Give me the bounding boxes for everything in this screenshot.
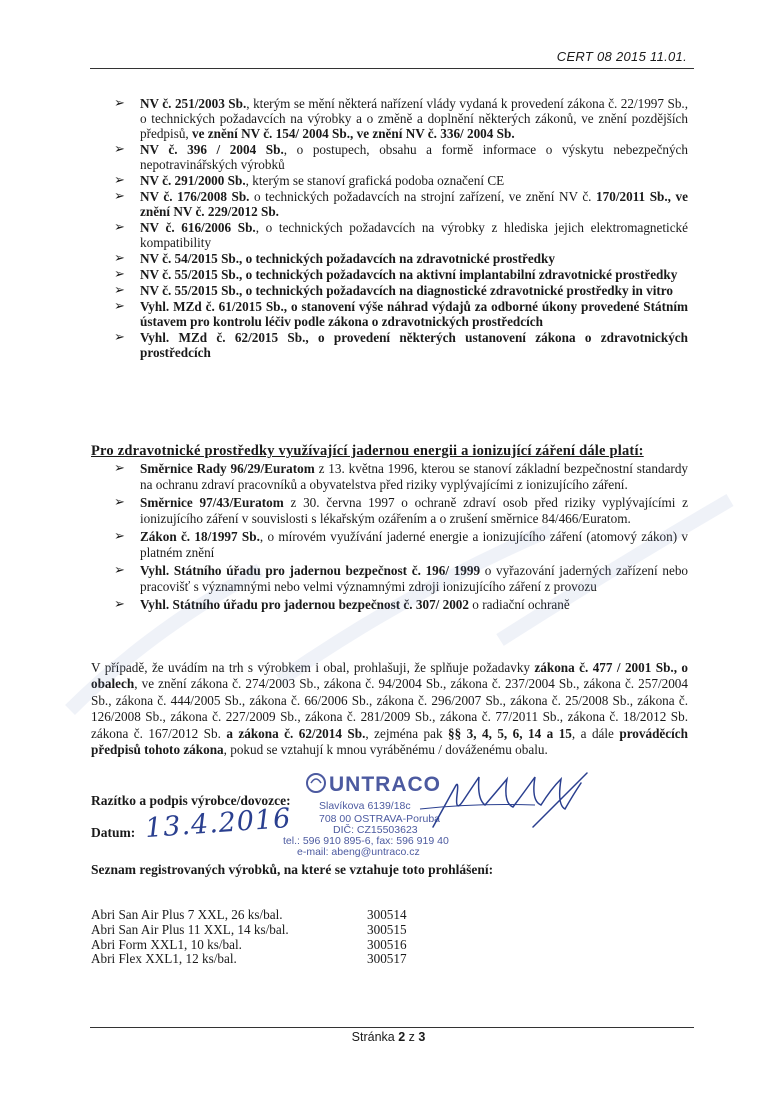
declaration-segment: , ve znění zákona č. 274/2003 Sb., zákona č. 94/2004 Sb., zákona č. 237/2004 Sb., zákona č. 257/2004 Sb., zákona č. 444/2005 Sb., zákona č. 66/2006 Sb., zákona č. 296/2007 Sb., zákona č. 25/2008 Sb., zákona č. 126/2008 Sb., zákona č. 227/2009 Sb., zákona č. 281/2009 Sb., zákona č. 77/2011 Sb., zákona č. 18/2012 Sb. zákona č. 167/2012 Sb. (91, 676, 688, 741)
radiation-regulation-item-segment: z 13. května 1996, kterou se stanoví základní bezpečnostní standardy na ochranu zdraví pracovníků a obyvatelstva před riziky vyplývajícími z ionizujícího záření. (140, 461, 689, 492)
regulation-item-text (140, 142, 688, 172)
arrow-bullet-icon: ➢ (114, 597, 125, 612)
page-number (0, 1030, 777, 1044)
regulation-item-segment: NV č. 396 / 2004 Sb. (140, 142, 284, 157)
declaration-segment: V případě, že uvádím na trh s výrobkem i obal, prohlašuji, že splňuje požadavky (91, 660, 535, 675)
stamp-address-street: Slavíkova 6139/18c (319, 800, 411, 812)
declaration-segment: prováděcích předpisů tohoto zákona (91, 725, 688, 758)
regulation-item (114, 330, 688, 360)
radiation-regulation-item-text (140, 529, 688, 560)
arrow-bullet-icon: ➢ (114, 251, 125, 266)
header-divider (90, 68, 694, 69)
arrow-bullet-icon: ➢ (114, 96, 125, 111)
product-code: 300515 (367, 921, 407, 937)
regulation-item-text (140, 189, 688, 219)
regulation-item-segment: NV č. 55/2015 Sb., o technických požadavcích na diagnostické zdravotnické prostředky in vitro (140, 283, 674, 298)
regulation-item-text (140, 283, 673, 298)
regulation-item-segment: NV č. 291/2000 Sb. (140, 173, 246, 188)
page-current: 2 (398, 1030, 406, 1044)
products-list-label: Seznam registrovaných výrobků, na které se vztahuje toto prohlášení: (91, 862, 494, 877)
radiation-regulation-item (114, 495, 688, 527)
stamp-logo-text: UNTRACO (329, 773, 441, 796)
radiation-regulation-item-segment: o vyřazování jaderných zařízení nebo pracovišť s významnými nebo velmi významnými zdroji ionizujícího záření z provozu (140, 563, 689, 594)
radiation-regulation-item-segment: z 30. června 1997 o ochraně zdraví osob před riziky vyplývajícími z ionizujícího záření v souvislosti s lékařským ozářením a o zrušení směrnice 84/466/Euratom. (140, 495, 689, 526)
handwritten-signature (415, 765, 615, 845)
regulation-item-text (140, 267, 677, 282)
product-row (91, 923, 407, 938)
regulation-item-segment: NV č. 176/2008 Sb. (140, 189, 250, 204)
regulation-item (114, 299, 688, 329)
arrow-bullet-icon: ➢ (114, 529, 125, 544)
regulation-item-text (140, 96, 688, 141)
regulation-item (114, 220, 688, 250)
document-code: CERT 08 2015 11.01. (556, 49, 687, 64)
product-name: Abri Flex XXL1, 12 ks/bal. (91, 951, 237, 967)
radiation-regulation-item-segment: Směrnice Rady 96/29/Euratom (140, 461, 315, 476)
regulation-item-text (140, 330, 688, 360)
regulation-item-text (140, 251, 555, 266)
stamp-email: e-mail: abeng@untraco.cz (297, 846, 420, 858)
radiation-regulation-item-segment: Zákon č. 18/1997 Sb. (140, 529, 260, 544)
radiation-regulation-item (114, 529, 688, 561)
radiation-regulation-item-segment: Vyhl. Státního úřadu pro jadernou bezpečnost č. 307/ 2002 (140, 597, 469, 612)
radiation-regulation-item-text (140, 563, 688, 594)
declaration-segment: §§ 3, 4, 5, 6, 14 a 15 (448, 725, 572, 741)
declaration-segment: a zákona č. 62/2014 Sb. (226, 725, 366, 741)
regulations-list (114, 96, 688, 361)
product-name: Abri Form XXL1, 10 ks/bal. (91, 936, 242, 952)
radiation-regulation-item-segment: o radiační ochraně (469, 597, 570, 612)
arrow-bullet-icon: ➢ (114, 461, 125, 476)
arrow-bullet-icon: ➢ (114, 220, 125, 235)
stamp-signature-label: Razítko a podpis výrobce/dovozce: (91, 793, 291, 808)
regulation-item-segment: NV č. 251/2003 Sb. (140, 96, 247, 111)
declaration-segment: , zejména pak (365, 725, 449, 741)
product-row (91, 938, 407, 953)
regulation-item (114, 142, 688, 172)
product-code: 300517 (367, 951, 407, 967)
radiation-regulation-item-text (140, 461, 688, 492)
regulation-item-segment: , kterým se mění některá nařízení vlády vydaná k provedení zákona č. 22/1997 Sb., o technických požadavcích na výrobky a o změně a doplnění některých zákonů, ve znění pozdějších předpisů, (140, 96, 689, 141)
regulation-item-text (140, 299, 688, 329)
section-heading: Pro zdravotnické prostředky využívající jadernou energii a ionizující záření dále platí: (91, 443, 644, 459)
declaration-segment: zákona č. 477 / 2001 Sb., o obalech (91, 660, 688, 692)
arrow-bullet-icon: ➢ (114, 495, 125, 510)
arrow-bullet-icon: ➢ (114, 283, 125, 298)
arrow-bullet-icon: ➢ (114, 267, 125, 282)
radiation-regulation-item-segment: Vyhl. Státního úřadu pro jadernou bezpečnost č. 196/ 1999 (140, 563, 481, 578)
page-prefix: Stránka (351, 1030, 399, 1044)
arrow-bullet-icon: ➢ (114, 330, 125, 345)
arrow-bullet-icon: ➢ (114, 299, 125, 314)
packaging-declaration (91, 660, 688, 758)
radiation-regulation-item-segment: , o mírovém využívání jaderné energie a ionizujícího záření (atomový zákon) v platném znění (140, 529, 688, 560)
regulation-item-segment: o technických požadavcích na strojní zařízení, ve znění NV č. (249, 189, 597, 204)
product-name: Abri San Air Plus 11 XXL, 14 ks/bal. (91, 921, 289, 937)
radiation-regulation-item-text (140, 495, 688, 526)
regulation-item (114, 283, 688, 298)
regulation-item (114, 96, 688, 141)
page-total: 3 (418, 1030, 426, 1044)
regulation-item-text (140, 173, 504, 188)
regulation-item-segment: 170/2011 Sb., ve znění NV č. 229/2012 Sb. (140, 189, 688, 219)
regulation-item (114, 173, 688, 188)
stamp-phone: tel.: 596 910 895-6, fax: 596 919 40 (283, 835, 449, 847)
regulation-item-text (140, 220, 688, 250)
regulation-item (114, 251, 688, 266)
stamp-logo-ring-icon (305, 772, 327, 794)
regulation-item-segment: , o technických požadavcích na výrobky z hlediska jejich elektromagnetické kompatibility (140, 220, 688, 250)
regulation-item-segment: NV č. 616/2006 Sb. (140, 220, 256, 235)
regulation-item (114, 267, 688, 282)
footer-divider (90, 1027, 694, 1028)
regulation-item-segment: ve znění NV č. 154/ 2004 Sb., ve znění NV č. 336/ 2004 Sb. (192, 126, 515, 141)
arrow-bullet-icon: ➢ (114, 189, 125, 204)
arrow-bullet-icon: ➢ (114, 173, 125, 188)
product-row (91, 952, 407, 967)
declaration-segment: , pokud se vztahují k mnou vyráběnému / dováženému obalu. (223, 742, 548, 758)
regulation-item-segment: , kterým se stanoví grafická podoba označení CE (245, 173, 505, 188)
radiation-regulation-item-text (140, 597, 570, 612)
stamp-tax-id: DIČ: CZ15503623 (333, 824, 418, 836)
product-row (91, 908, 407, 923)
declaration-segment: , a dále (571, 725, 620, 741)
products-table (91, 908, 407, 967)
date-label: Datum: (91, 825, 136, 840)
product-code: 300514 (367, 907, 407, 922)
radiation-regulation-item (114, 461, 688, 493)
regulation-item-segment: NV č. 55/2015 Sb., o technických požadavcích na aktivní implantabilní zdravotnické prostředky (140, 267, 678, 282)
regulation-item-segment: , o postupech, obsahu a formě informace o výskytu nebezpečných nepotravinářských výrobků (140, 142, 688, 172)
regulation-item-segment: Vyhl. MZd č. 61/2015 Sb., o stanovení výše náhrad výdajů za odborné úkony provedené Státním ústavem pro kontrolu léčiv podle zákona o zdravotnických prostředcích (140, 299, 688, 329)
stamp-address-city: 708 00 OSTRAVA-Poruba (319, 813, 441, 825)
product-name: Abri San Air Plus 7 XXL, 26 ks/bal. (91, 907, 283, 922)
radiation-regulation-item (114, 597, 688, 613)
radiation-regulation-item-segment: Směrnice 97/43/Euratom (140, 495, 284, 510)
regulation-item-segment: Vyhl. MZd č. 62/2015 Sb., o provedení některých ustanovení zákona o zdravotnických prostředcích (140, 330, 688, 360)
arrow-bullet-icon: ➢ (114, 142, 125, 157)
arrow-bullet-icon: ➢ (114, 563, 125, 578)
product-code: 300516 (367, 936, 407, 952)
radiation-regulation-item (114, 563, 688, 595)
regulation-item (114, 189, 688, 219)
regulation-item-segment: NV č. 54/2015 Sb., o technických požadavcích na zdravotnické prostředky (140, 251, 555, 266)
handwritten-date: 13.4.2016 (144, 802, 293, 845)
page-separator: z (405, 1030, 419, 1044)
radiation-regulations-list (114, 461, 688, 615)
